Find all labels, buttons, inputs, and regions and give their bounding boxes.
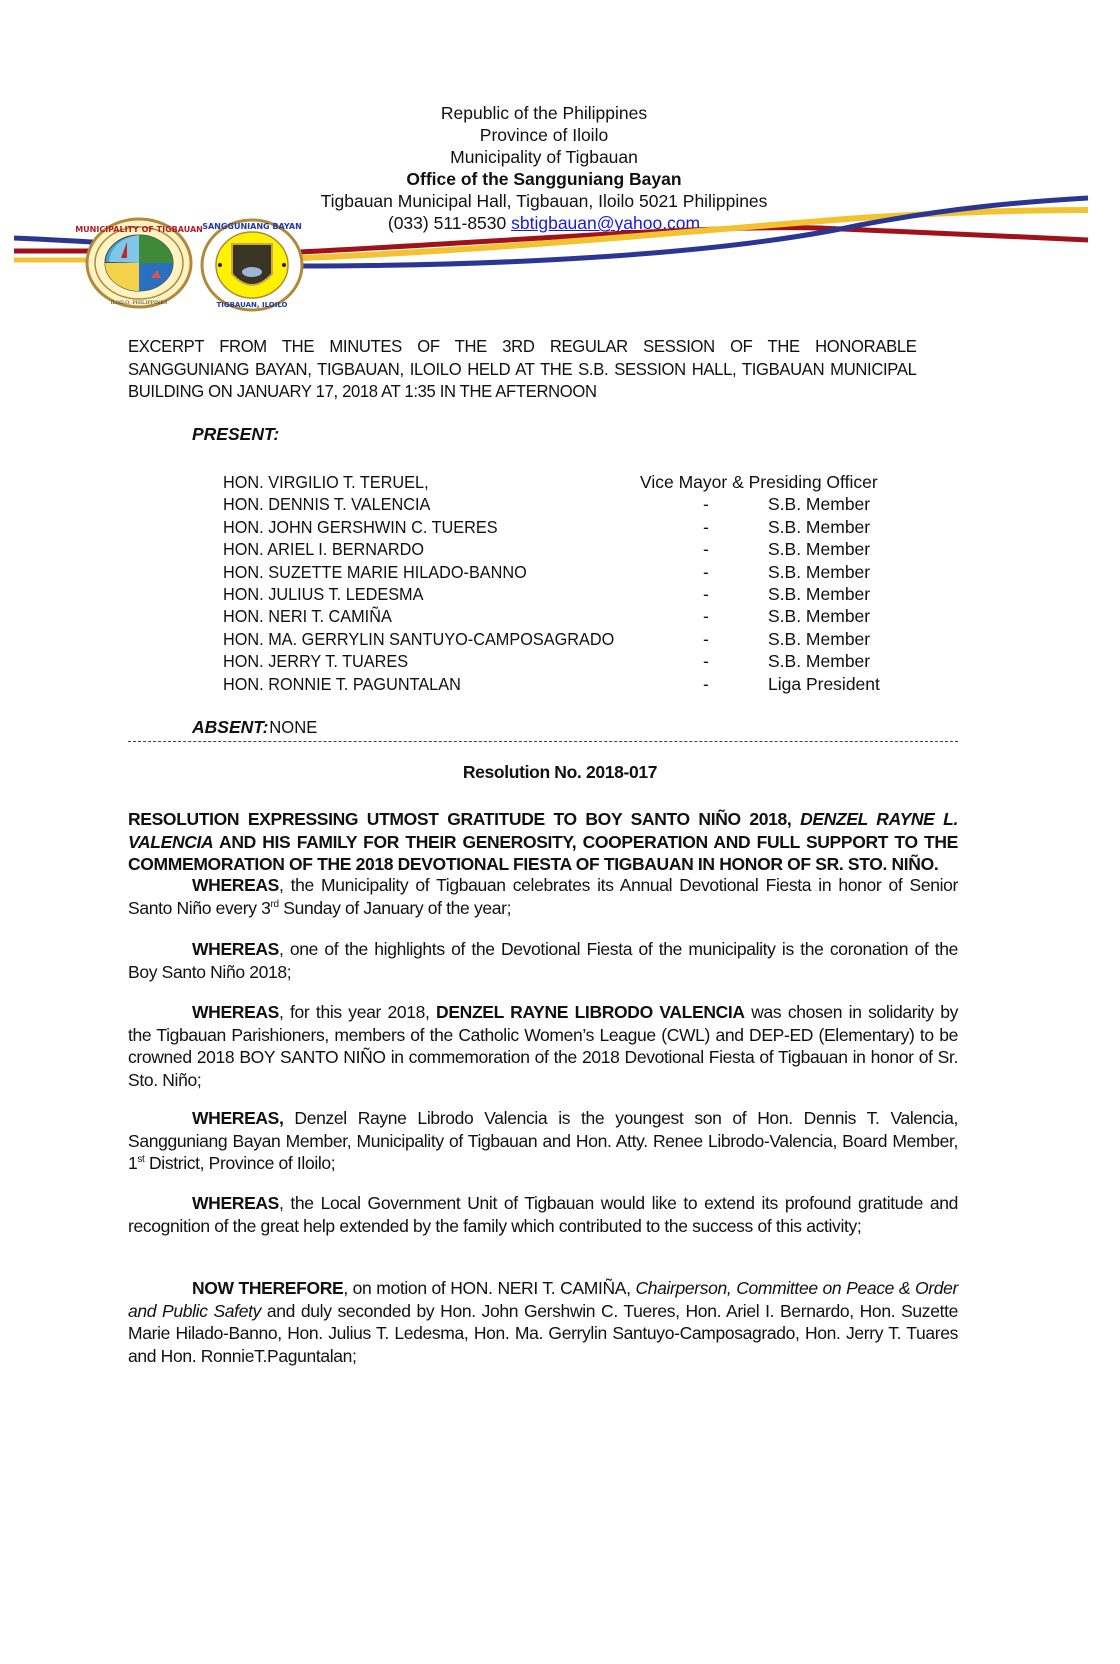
- dashed-separator: [128, 741, 958, 742]
- ordinal-sup: st: [137, 1154, 145, 1166]
- member-dash: -: [703, 561, 709, 582]
- member-position: S.B. Member: [768, 628, 871, 649]
- member-name: HON. NERI T. CAMIÑA: [223, 606, 392, 627]
- attendance-row: [223, 650, 923, 672]
- attendance-row: [223, 516, 923, 538]
- now-therefore-lead: NOW THEREFORE: [192, 1278, 344, 1298]
- member-name: HON. RONNIE T. PAGUNTALAN: [223, 673, 461, 694]
- motion-text: , on motion of HON. NERI T. CAMIÑA,: [343, 1278, 636, 1298]
- seconded-text: and duly seconded by Hon. John Gershwin C. Tueres, Hon. Ariel I. Bernardo, Hon. Suzette Marie Hilado-Banno, Hon. Julius T. Ledesma, Hon. Ma. Gerrylin Santuyo-Camposagrado, Hon. Jerry T. Tuares and Hon. RonnieT.Paguntalan;: [128, 1300, 958, 1366]
- now-therefore-paragraph: [128, 1277, 958, 1367]
- whereas-text: District, Province of Iloilo;: [144, 1153, 336, 1174]
- whereas-text: , the Local Government Unit of Tigbauan would like to extend its profound gratitude and recognition of the great help extended by the family which contributed to the success of this activity;: [128, 1193, 958, 1236]
- member-dash: -: [703, 516, 709, 537]
- whereas-text: was chosen in solidarity by the Tigbauan Parishioners, members of the Catholic Women’s League (CWL) and DEP-ED (Elementary) to be crowned 2018 BOY SANTO NIÑO in commemoration of the 2018 Devotional Fiesta of Tigbauan in honor of Sr. Sto. Niño;: [128, 1002, 958, 1090]
- attendance-row: [223, 628, 923, 650]
- resolution-number: Resolution No. 2018-017: [462, 762, 658, 782]
- whereas-lead: WHEREAS: [192, 875, 279, 895]
- whereas-text: , for this year 2018,: [279, 1002, 437, 1022]
- whereas-lead: WHEREAS,: [192, 1108, 284, 1128]
- member-dash: -: [703, 494, 709, 515]
- member-dash: -: [703, 606, 709, 627]
- whereas-paragraph-5: [128, 1192, 958, 1237]
- header-phone: (033) 511-8530: [387, 213, 507, 233]
- attendance-row: [223, 471, 923, 493]
- whereas-paragraph-1: [128, 874, 958, 919]
- absent-line: [192, 717, 319, 738]
- committee-title: Chairperson, Committee on Peace & Order and Public Safety: [128, 1278, 958, 1321]
- member-dash: -: [703, 651, 709, 672]
- header-republic: Republic of the Philippines: [440, 103, 648, 123]
- member-position: S.B. Member: [768, 583, 871, 604]
- whereas-text: , one of the highlights of the Devotional Fiesta of the municipality is the coronation of the Boy Santo Niño 2018;: [128, 939, 958, 982]
- absent-label: ABSENT:: [192, 717, 269, 737]
- attendance-row: [223, 561, 923, 583]
- member-dash: -: [703, 628, 709, 649]
- title-italic-name: DENZEL RAYNE L. VALENCIA: [128, 809, 958, 852]
- seal-bottom-text: ILOILO, PHILIPPINES: [110, 300, 168, 306]
- whereas-text: Denzel Rayne Librodo Valencia is the youngest son of Hon. Dennis T. Valencia, Sangguniang Bayan Member, Municipality of Tigbauan and Hon. Atty. Renee Librodo-Valencia, Board Member, 1: [128, 1108, 958, 1174]
- attendance-row: [223, 673, 923, 695]
- whereas-text: Sunday of January of the year;: [278, 897, 512, 918]
- attendance-row: [223, 583, 923, 605]
- member-name: HON. VIRGILIO T. TERUEL,: [223, 472, 429, 492]
- whereas-paragraph-3: [128, 1001, 958, 1091]
- member-position: Vice Mayor & Presiding Officer: [640, 472, 878, 492]
- whereas-paragraph-2: [128, 938, 958, 983]
- member-name: HON. JULIUS T. LEDESMA: [223, 583, 424, 604]
- present-label: PRESENT:: [192, 424, 280, 444]
- member-dash: -: [703, 539, 709, 560]
- member-dash: -: [703, 673, 709, 694]
- sb-seal-top-text: SANGGUNIANG BAYAN: [202, 222, 302, 231]
- header-address: Tigbauan Municipal Hall, Tigbauan, Iloilo 5021 Philippines: [320, 191, 768, 211]
- attendance-list: [223, 471, 923, 695]
- title-part1: RESOLUTION EXPRESSING UTMOST GRATITUDE TO BOY SANTO NIÑO 2018,: [128, 809, 801, 829]
- seal-top-text: MUNICIPALITY OF TIGBAUAN: [75, 225, 203, 234]
- resolution-title: [128, 808, 958, 876]
- ordinal-sup: rd: [270, 898, 279, 910]
- member-dash: -: [703, 583, 709, 604]
- header-municipality: Municipality of Tigbauan: [450, 147, 638, 167]
- attendance-row: [223, 538, 923, 560]
- member-position: S.B. Member: [768, 561, 871, 582]
- member-name: HON. JOHN GERSHWIN C. TUERES: [223, 516, 498, 537]
- attendance-row: [223, 605, 923, 627]
- whereas-paragraph-4: [128, 1107, 958, 1175]
- member-name: HON. DENNIS T. VALENCIA: [223, 494, 431, 515]
- member-name: HON. MA. GERRYLIN SANTUYO-CAMPOSAGRADO: [223, 628, 615, 649]
- municipality-seal-logo: [75, 218, 203, 308]
- member-name: HON. JERRY T. TUARES: [223, 651, 409, 672]
- honoree-name: DENZEL RAYNE LIBRODO VALENCIA: [436, 1002, 745, 1022]
- member-position: S.B. Member: [768, 651, 871, 672]
- member-name: HON. SUZETTE MARIE HILADO-BANNO: [223, 561, 527, 582]
- sb-seal-bottom-text: TIGBAUAN, ILOILO: [216, 301, 288, 309]
- sangguniang-bayan-seal-logo: [200, 218, 304, 312]
- member-position: Liga President: [768, 673, 880, 694]
- whereas-text: , the Municipality of Tigbauan celebrates its Annual Devotional Fiesta in honor of Senior Santo Niño every 3: [128, 875, 958, 918]
- office-title: Office of the Sangguniang Bayan: [406, 169, 682, 189]
- title-part2: AND HIS FAMILY FOR THEIR GENEROSITY, COOPERATION AND FULL SUPPORT TO THE COMMEMORATION OF THE 2018 DEVOTIONAL FIESTA OF TIGBAUAN IN HONOR OF SR. STO. NIÑO.: [128, 831, 958, 874]
- member-name: HON. ARIEL I. BERNARDO: [223, 539, 425, 560]
- whereas-lead: WHEREAS: [192, 939, 279, 959]
- whereas-lead: WHEREAS: [192, 1002, 279, 1022]
- member-position: S.B. Member: [768, 606, 871, 627]
- member-position: S.B. Member: [768, 539, 871, 560]
- member-position: S.B. Member: [768, 516, 871, 537]
- attendance-row: [223, 493, 923, 515]
- header-province: Province of Iloilo: [479, 125, 609, 145]
- minutes-excerpt: EXCERPT FROM THE MINUTES OF THE 3RD REGULAR SESSION OF THE HONORABLE SANGGUNIANG BAYAN, TIGBAUAN, ILOILO HELD AT THE S.B. SESSION HALL, TIGBAUAN MUNICIPAL BUILDING ON JANUARY 17, 2018 AT 1:35 IN THE AFTERNOON: [128, 336, 917, 401]
- whereas-lead: WHEREAS: [192, 1193, 279, 1213]
- absent-value: NONE: [269, 717, 318, 737]
- email-link[interactable]: sbtigbauan@yahoo.com: [511, 213, 701, 233]
- member-position: S.B. Member: [768, 494, 871, 515]
